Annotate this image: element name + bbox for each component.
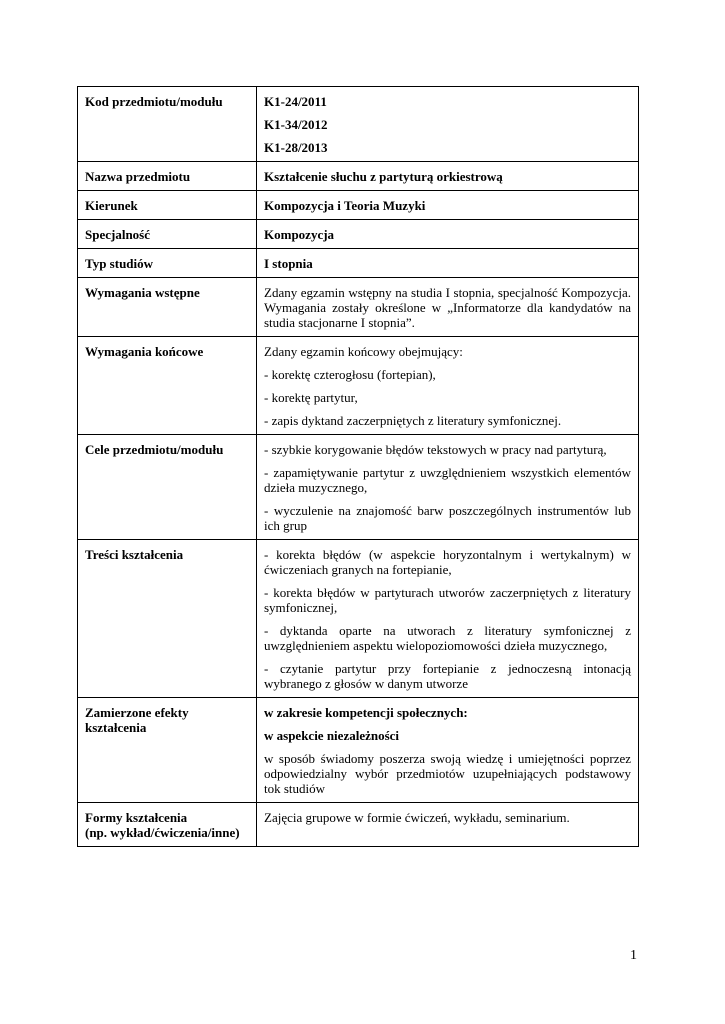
final-requirements-line: Zdany egzamin końcowy obejmujący: [264, 344, 463, 359]
course-code: K1-24/2011 [264, 94, 327, 109]
row-value [257, 540, 639, 698]
row-label: Wymagania wstępne [78, 278, 257, 337]
content-item: - czytanie partytur przy fortepianie z jednoczesną intonacją wybranego z głosów w danym utworze [264, 661, 631, 691]
table-row [78, 540, 639, 698]
row-value [257, 698, 639, 803]
row-label: Kod przedmiotu/modułu [78, 87, 257, 162]
table-row [78, 87, 639, 162]
table-row [78, 337, 639, 435]
row-value [257, 191, 639, 220]
field-of-study: Kompozycja i Teoria Muzyki [264, 198, 426, 213]
table-row [78, 162, 639, 191]
row-label: Wymagania końcowe [78, 337, 257, 435]
table-row [78, 191, 639, 220]
outcome-text: w sposób świadomy poszerza swoją wiedzę i umiejętności poprzez odpowiedzialny wybór przedmiotów uzupełniających podstawowy tok studiów [264, 751, 631, 796]
course-goal-item: - zapamiętywanie partytur z uwzględnieniem wszystkich elementów dzieła muzycznego, [264, 465, 631, 495]
row-label: Typ studiów [78, 249, 257, 278]
table-row [78, 220, 639, 249]
row-label: Zamierzone efekty kształcenia [78, 698, 257, 803]
course-code: K1-28/2013 [264, 140, 328, 155]
row-value [257, 220, 639, 249]
row-value [257, 337, 639, 435]
row-value [257, 162, 639, 191]
content-item: - dyktanda oparte na utworach z literatury symfonicznej z uwzględnieniem aspektu wielopoziomowości dzieła muzycznego, [264, 623, 631, 653]
table-row [78, 278, 639, 337]
row-value [257, 87, 639, 162]
final-requirements-line: - korektę czterogłosu (fortepian), [264, 367, 436, 382]
table-row [78, 435, 639, 540]
course-goal-item: - wyczulenie na znajomość barw poszczególnych instrumentów lub ich grup [264, 503, 631, 533]
course-code: K1-34/2012 [264, 117, 328, 132]
specialty: Kompozycja [264, 227, 335, 242]
course-description-table [77, 86, 639, 847]
page-number: 1 [630, 948, 637, 963]
row-value [257, 249, 639, 278]
row-label: Kierunek [78, 191, 257, 220]
outcome-heading: w zakresie kompetencji społecznych: [264, 705, 468, 720]
teaching-forms-text: Zajęcia grupowe w formie ćwiczeń, wykładu, seminarium. [264, 810, 570, 825]
table-row [78, 249, 639, 278]
content-item: - korekta błędów w partyturach utworów zaczerpniętych z literatury symfonicznej, [264, 585, 631, 615]
course-goal-item: - szybkie korygowanie błędów tekstowych w pracy nad partyturą, [264, 442, 607, 457]
row-value [257, 278, 639, 337]
final-requirements-line: - zapis dyktand zaczerpniętych z literatury symfonicznej. [264, 413, 562, 428]
content-item: - korekta błędów (w aspekcie horyzontalnym i wertykalnym) w ćwiczeniach granych na fortepianie, [264, 547, 631, 577]
course-name: Kształcenie słuchu z partyturą orkiestrową [264, 169, 503, 184]
row-label: Treści kształcenia [78, 540, 257, 698]
row-value [257, 435, 639, 540]
study-type: I stopnia [264, 256, 313, 271]
row-value [257, 803, 639, 847]
final-requirements-line: - korektę partytur, [264, 390, 358, 405]
row-label: Formy kształcenia (np. wykład/ćwiczenia/inne) [78, 803, 257, 847]
row-label: Cele przedmiotu/modułu [78, 435, 257, 540]
row-label: Specjalność [78, 220, 257, 249]
entry-requirements-text: Zdany egzamin wstępny na studia I stopnia, specjalność Kompozycja. Wymagania zostały określone w „Informatorze dla kandydatów na studia stacjonarne I stopnia”. [264, 285, 631, 330]
row-label: Nazwa przedmiotu [78, 162, 257, 191]
table-row [78, 803, 639, 847]
outcome-subheading: w aspekcie niezależności [264, 728, 400, 743]
table-row [78, 698, 639, 803]
